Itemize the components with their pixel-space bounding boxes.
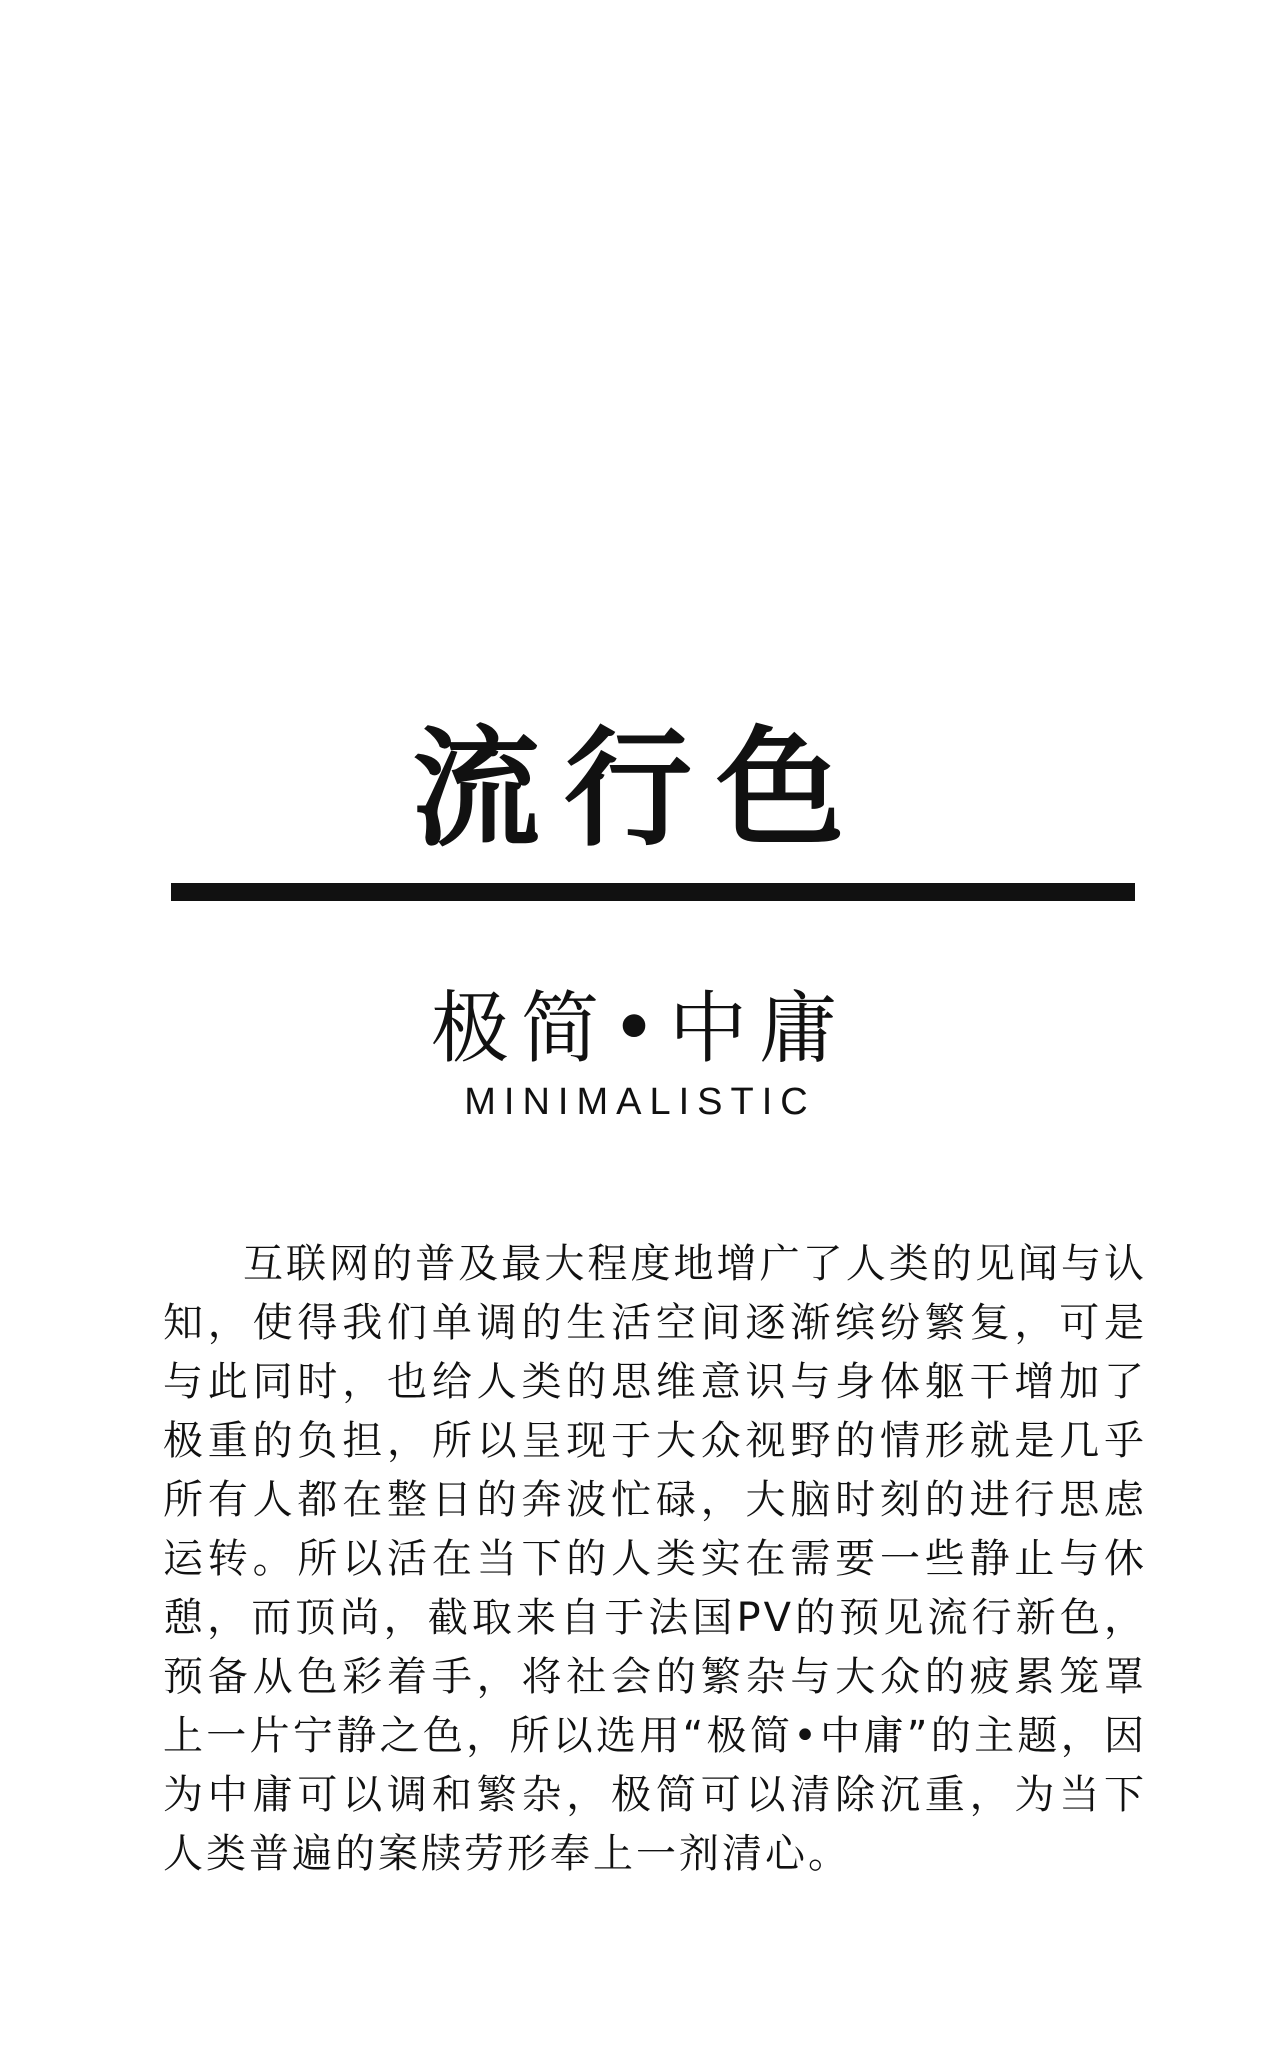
page-title: 流行色 — [411, 714, 868, 864]
section-subtitle-english: MINIMALISTIC — [464, 1081, 816, 1123]
body-paragraph: 互联网的普及最大程度地增广了人类的见闻与认知，使得我们单调的生活空间逐渐缤纷繁复，可是与此同时，也给人类的思维意识与身体躯干增加了极重的负担，所以呈现于大众视野的情形就是几乎所有人都在整日的奔波忙碌，大脑时刻的进行思虑运转。所以活在当下的人类实在需要一些静止与休憩，而顶尚，截取来自于法国PV的预见流行新色，预备从色彩着手，将社会的繁杂与大众的疲累笼罩上一片宁静之色，所以选用“极简•中庸”的主题，因为中庸可以调和繁杂，极简可以清除沉重，为当下人类普遍的案牍劳形奉上一剂清心。 — [163, 1241, 1147, 1877]
section-subtitle: 极简•中庸 — [430, 984, 849, 1074]
divider-rule — [171, 883, 1135, 901]
